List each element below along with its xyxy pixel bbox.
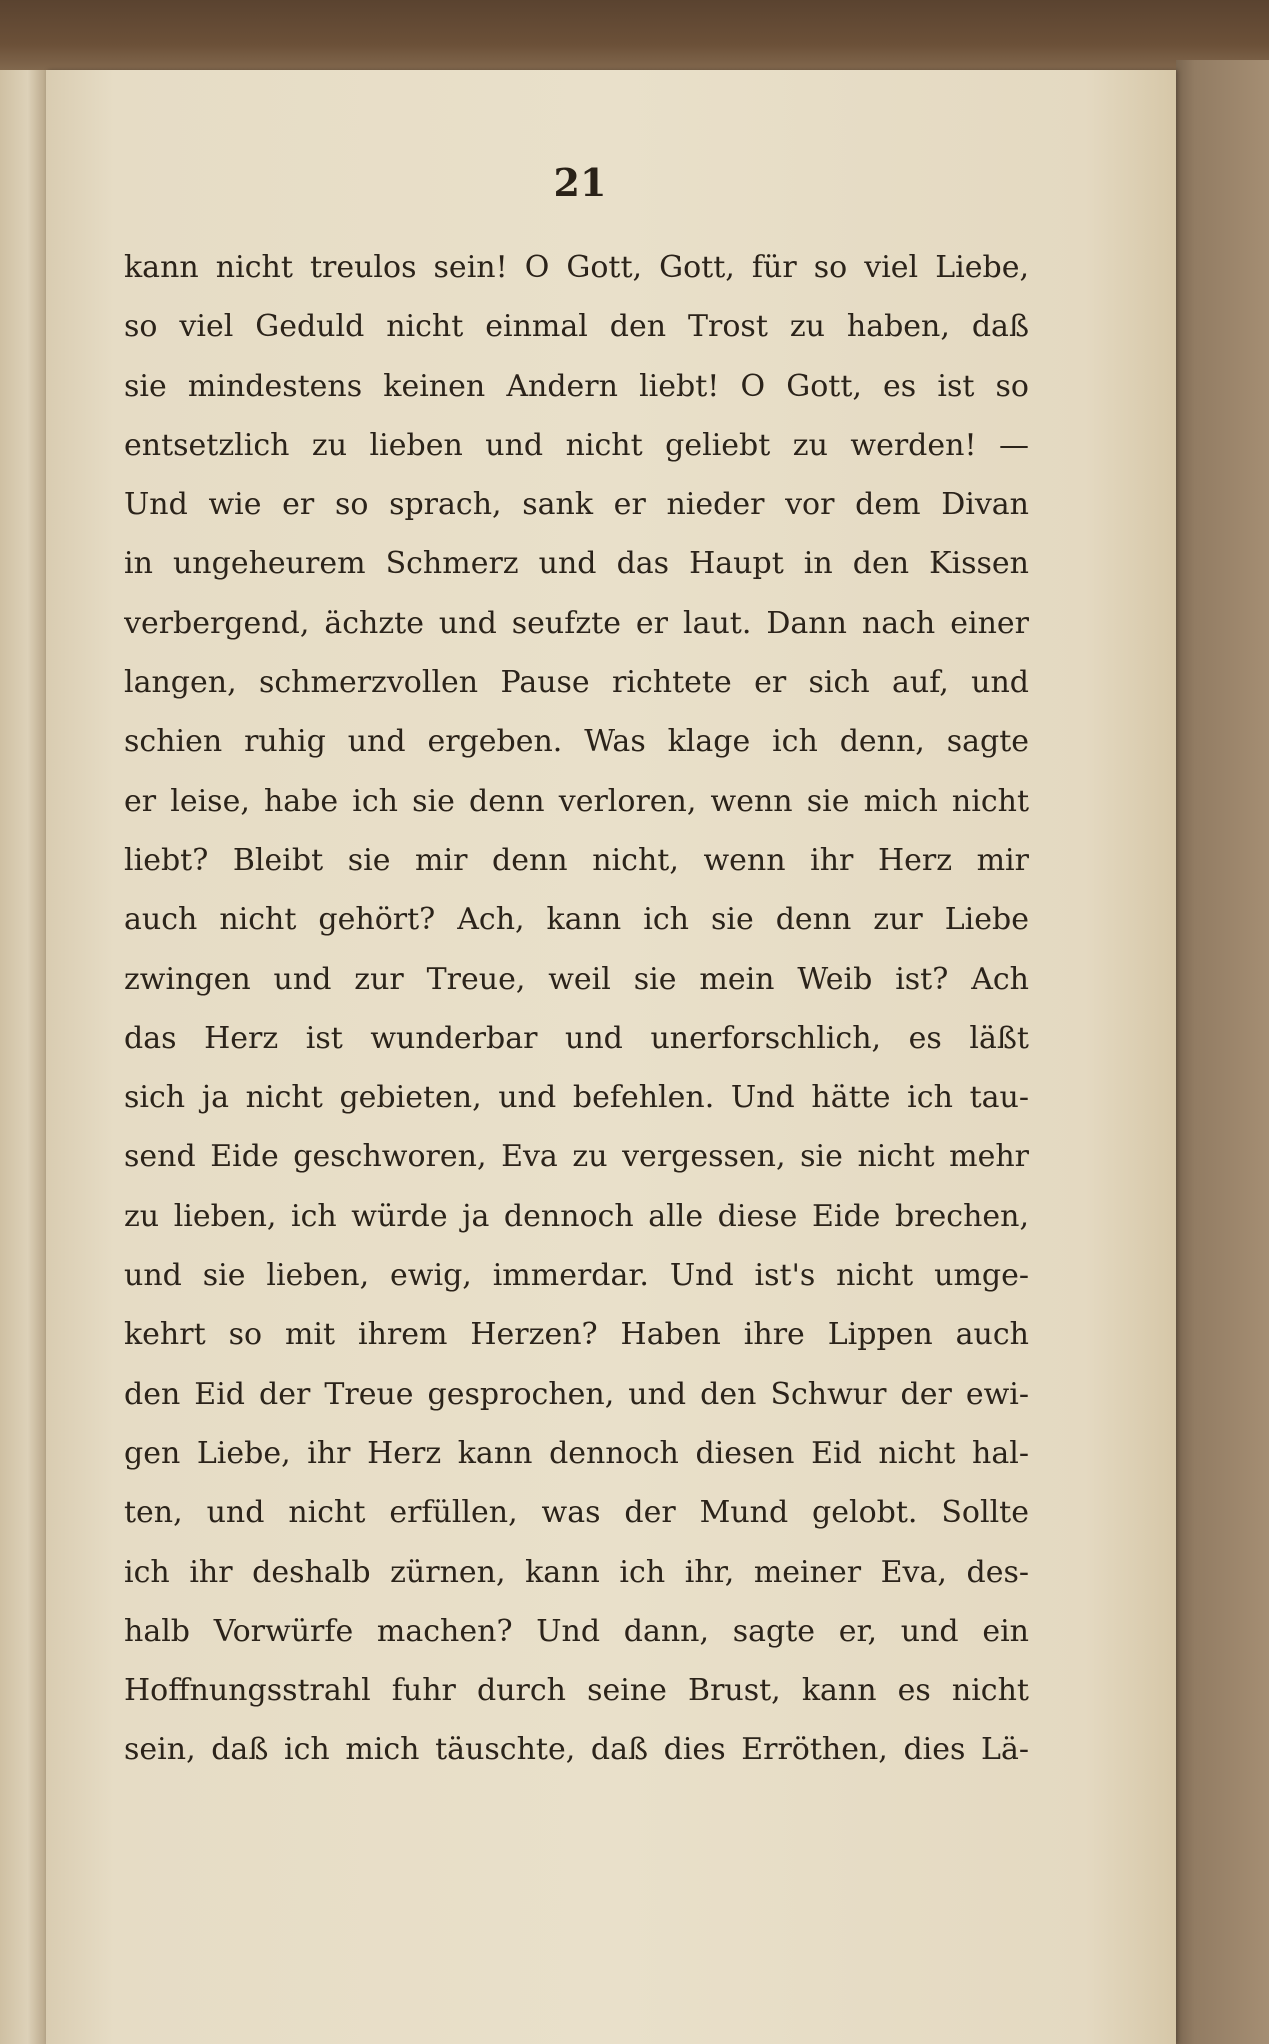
text-line: ten, und nicht erfüllen, was der Mund gelobt. Sollte — [124, 1495, 1029, 1531]
text-line: das Herz ist wunderbar und unerforschlich, es läßt — [124, 1020, 1029, 1056]
text-line: send Eide geschworen, Eva zu vergessen, sie nicht mehr — [124, 1139, 1029, 1175]
page-number: 21 — [553, 160, 607, 205]
text-line: halb Vorwürfe machen? Und dann, sagte er, und ein — [124, 1613, 1029, 1649]
text-line: Hoffnungsstrahl fuhr durch seine Brust, kann es nicht — [124, 1673, 1029, 1709]
text-line: zwingen und zur Treue, weil sie mein Weib ist? Ach — [124, 961, 1029, 997]
text-line: so viel Geduld nicht einmal den Trost zu haben, daß — [124, 309, 1029, 345]
text-line: ich ihr deshalb zürnen, kann ich ihr, meiner Eva, des- — [124, 1554, 1029, 1590]
page-fore-edge — [1176, 60, 1269, 2044]
text-line: Und wie er so sprach, sank er nieder vor dem Divan — [124, 487, 1029, 523]
text-line: sie mindestens keinen Andern liebt! O Gott, es ist so — [124, 368, 1029, 404]
text-line: er leise, habe ich sie denn verloren, wenn sie mich nicht — [124, 783, 1029, 819]
text-line: zu lieben, ich würde ja dennoch alle diese Eide brechen, — [124, 1198, 1029, 1234]
text-line: schien ruhig und ergeben. Was klage ich denn, sagte — [124, 724, 1029, 760]
body-text — [124, 238, 1029, 1780]
text-line: sich ja nicht gebieten, und befehlen. Und hätte ich tau- — [124, 1080, 1029, 1116]
text-line: den Eid der Treue gesprochen, und den Schwur der ewi- — [124, 1376, 1029, 1412]
text-line: sein, daß ich mich täuschte, daß dies Erröthen, dies Lä- — [124, 1732, 1029, 1768]
text-line: verbergend, ächzte und seufzte er laut. Dann nach einer — [124, 605, 1029, 641]
text-line: liebt? Bleibt sie mir denn nicht, wenn ihr Herz mir — [124, 842, 1029, 878]
text-line: kehrt so mit ihrem Herzen? Haben ihre Lippen auch — [124, 1317, 1029, 1353]
text-line: und sie lieben, ewig, immerdar. Und ist's nicht umge- — [124, 1258, 1029, 1294]
text-line: gen Liebe, ihr Herz kann dennoch diesen Eid nicht hal- — [124, 1435, 1029, 1471]
text-line: langen, schmerzvollen Pause richtete er sich auf, und — [124, 665, 1029, 701]
text-line: in ungeheurem Schmerz und das Haupt in den Kissen — [124, 546, 1029, 582]
book-cover-edge — [0, 0, 1269, 80]
facing-page-edge — [0, 70, 46, 2044]
text-line: entsetzlich zu lieben und nicht geliebt zu werden! — — [124, 427, 1029, 463]
text-line: kann nicht treulos sein! O Gott, Gott, für so viel Liebe, — [124, 250, 1029, 285]
text-line: auch nicht gehört? Ach, kann ich sie denn zur Liebe — [124, 902, 1029, 938]
